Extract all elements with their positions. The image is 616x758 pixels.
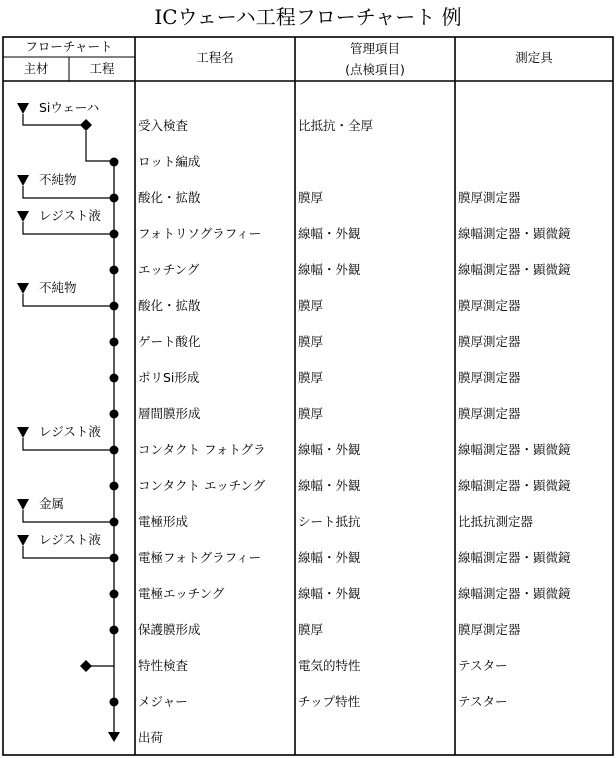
row-1-item: 比抵抗・全厚: [298, 118, 374, 133]
material-label-2: 不純物: [39, 172, 77, 187]
header-control-item-sub: (点検項目): [345, 62, 405, 77]
row-10-tool: 線幅測定器・顕微鏡: [458, 442, 571, 457]
header-flowchart: フローチャート: [25, 39, 113, 54]
process-dot-15: [110, 626, 119, 635]
inspection-diamond-1: [80, 119, 92, 131]
row-7-name: ゲート酸化: [138, 334, 201, 349]
row-16-name: 特性検査: [138, 658, 189, 673]
row-10-name: コンタクト フォトグラ: [138, 442, 266, 457]
row-5-item: 線幅・外観: [298, 262, 361, 277]
row-5-tool: 線幅測定器・顕微鏡: [458, 262, 571, 277]
row-13-item: 線幅・外観: [298, 550, 361, 565]
material-triangle-4: [17, 283, 29, 294]
inspection-diamond-2: [80, 660, 92, 672]
row-10-item: 線幅・外観: [298, 442, 361, 457]
process-dot-14: [110, 590, 119, 599]
row-12-item: シート抵抗: [298, 514, 361, 529]
ship-arrow: [108, 732, 120, 742]
row-14-name: 電極エッチング: [138, 586, 225, 601]
connector-line: [86, 131, 114, 161]
row-13-tool: 線幅測定器・顕微鏡: [458, 550, 571, 565]
row-8-tool: 膜厚測定器: [458, 370, 521, 385]
material-triangle-5: [17, 427, 29, 438]
row-15-name: 保護膜形成: [138, 622, 201, 637]
row-17-tool: テスター: [458, 694, 508, 709]
row-14-tool: 線幅測定器・顕微鏡: [458, 586, 571, 601]
material-triangle-6: [17, 499, 29, 510]
material-label-4: 不純物: [39, 280, 77, 295]
material-triangle-3: [17, 211, 29, 222]
row-11-item: 線幅・外観: [298, 478, 361, 493]
row-11-name: コンタクト エッチング: [138, 478, 266, 493]
page-title: ICウェーハ工程フローチャート 例: [154, 5, 462, 29]
row-2-name: ロット編成: [138, 154, 201, 169]
material-triangle-7: [17, 535, 29, 546]
process-dot-9: [110, 410, 119, 419]
row-15-tool: 膜厚測定器: [458, 622, 521, 637]
flow-lines: [17, 103, 120, 742]
row-3-name: 酸化・拡散: [138, 190, 201, 205]
row-7-item: 膜厚: [298, 334, 324, 349]
material-label-5: レジスト液: [39, 424, 101, 439]
row-18-name: 出荷: [138, 730, 164, 745]
row-6-item: 膜厚: [298, 298, 324, 313]
row-1-name: 受入検査: [138, 118, 189, 133]
process-dot-17: [110, 698, 119, 707]
row-4-name: フォトリソグラフィー: [138, 226, 262, 241]
row-11-tool: 線幅測定器・顕微鏡: [458, 478, 571, 493]
process-dot-2: [110, 158, 119, 167]
process-dot-5: [110, 266, 119, 275]
material-triangle-1: [17, 103, 29, 114]
row-6-name: 酸化・拡散: [138, 298, 201, 313]
row-13-name: 電極フォトグラフィー: [138, 550, 262, 565]
row-16-tool: テスター: [458, 658, 508, 673]
row-16-item: 電気的特性: [298, 658, 361, 673]
material-line-6: [23, 510, 114, 522]
material-triangle-2: [17, 175, 29, 186]
row-5-name: エッチング: [138, 262, 200, 277]
row-7-tool: 膜厚測定器: [458, 334, 521, 349]
row-15-item: 膜厚: [298, 622, 324, 637]
row-17-name: メジャー: [138, 694, 188, 709]
row-9-tool: 膜厚測定器: [458, 406, 521, 421]
row-6-tool: 膜厚測定器: [458, 298, 521, 313]
process-dot-11: [110, 482, 119, 491]
row-12-tool: 比抵抗測定器: [458, 514, 534, 529]
row-8-item: 膜厚: [298, 370, 324, 385]
process-dot-7: [110, 338, 119, 347]
material-label-3: レジスト液: [39, 208, 101, 223]
material-label-6: 金属: [39, 496, 65, 511]
table-grid: [3, 37, 613, 755]
process-dot-8: [110, 374, 119, 383]
row-4-tool: 線幅測定器・顕微鏡: [458, 226, 571, 241]
row-14-item: 線幅・外観: [298, 586, 361, 601]
row-4-item: 線幅・外観: [298, 226, 361, 241]
row-9-name: 層間膜形成: [138, 406, 201, 421]
material-label-1: Siウェーハ: [39, 100, 100, 115]
header-control-item: 管理項目: [349, 41, 400, 56]
row-17-item: チップ特性: [298, 694, 361, 709]
table-border: [3, 37, 613, 755]
material-label-7: レジスト液: [39, 532, 101, 547]
header-process: 工程: [89, 61, 115, 76]
header-process-name: 工程名: [196, 50, 234, 65]
row-9-item: 膜厚: [298, 406, 324, 421]
row-3-item: 膜厚: [298, 190, 324, 205]
row-3-tool: 膜厚測定器: [458, 190, 521, 205]
row-12-name: 電極形成: [138, 514, 189, 529]
header-material: 主材: [23, 61, 49, 76]
row-8-name: ポリSi形成: [138, 370, 200, 385]
header-instrument: 測定具: [515, 50, 553, 65]
